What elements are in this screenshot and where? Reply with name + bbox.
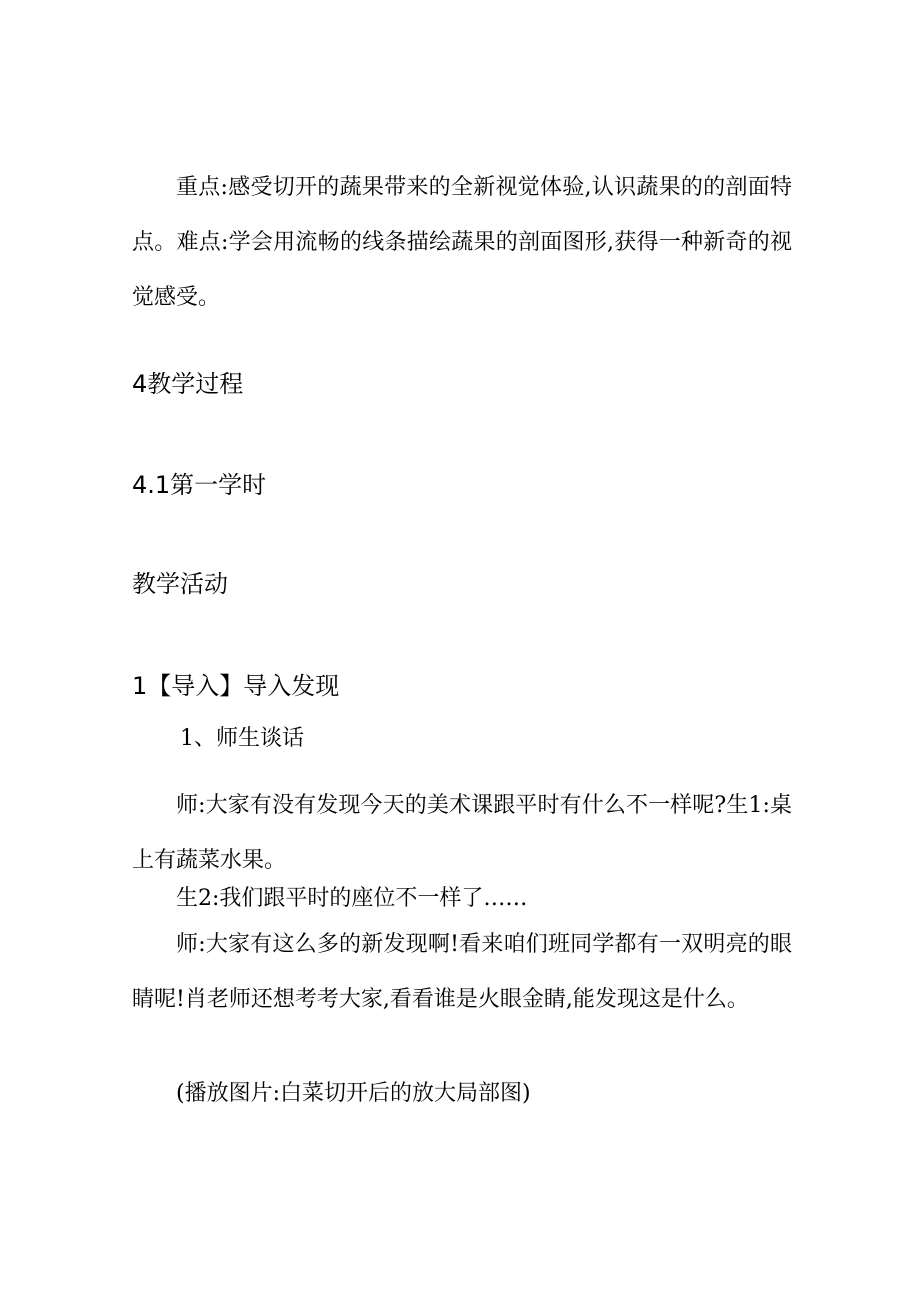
activity-heading: 教学活动	[132, 570, 228, 598]
dialogue-paragraph: 师:大家有这么多的新发现啊!看来咱们班同学都有一双明亮的眼睛呢!肖老师还想考考大家,看看谁是火眼金睛,能发现这是什么。	[132, 932, 792, 1012]
image-note: (播放图片:白菜切开后的放大局部图)	[176, 1081, 531, 1106]
section-heading: 4教学过程	[132, 370, 244, 398]
key-points-paragraph: 重点:感受切开的蔬果带来的全新视觉体验,认识蔬果的的剖面特点。难点:学会用流畅的线条描绘蔬果的剖面图形,获得一种新奇的视觉感受。	[132, 175, 792, 310]
subsection-heading: 4.1第一学时	[132, 471, 267, 499]
step-item: 1、师生谈话	[180, 726, 304, 751]
step-heading: 1【导入】导入发现	[132, 672, 340, 700]
dialogue-paragraph: 生2:我们跟平时的座位不一样了……	[176, 886, 528, 911]
dialogue-paragraph: 师:大家有没有发现今天的美术课跟平时有什么不一样呢?生1:桌上有蔬菜水果。	[132, 793, 792, 873]
